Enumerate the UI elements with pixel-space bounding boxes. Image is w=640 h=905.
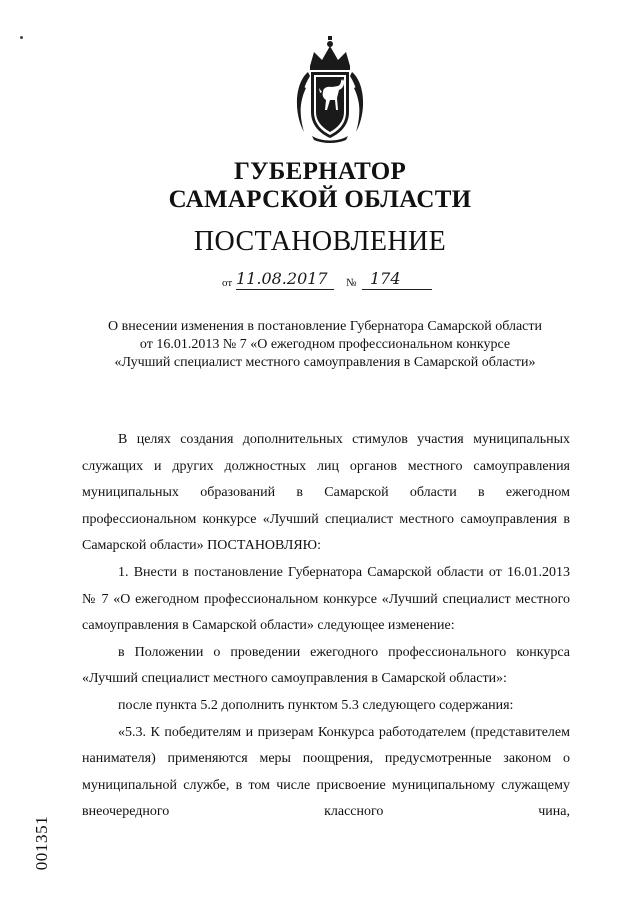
number-label: № <box>346 277 357 289</box>
document-serial-stamp <box>30 798 54 888</box>
document-body <box>82 427 570 826</box>
subject-line2: от 16.01.2013 № 7 «О ежегодном профессиональном конкурсе <box>139 337 511 352</box>
issuer-title-line1: ГУБЕРНАТОР <box>233 158 407 185</box>
issuer-title-line2: САМАРСКОЙ ОБЛАСТИ <box>168 186 472 213</box>
body-paragraph-addition: после пункта 5.2 дополнить пунктом 5.3 следующего содержания: <box>118 697 514 713</box>
document-type-title: ПОСТАНОВЛЕНИЕ <box>193 226 447 257</box>
body-paragraph-preamble: В целях создания дополнительных стимулов участия муниципальных служащих и других должностных лиц органов местного самоуправления муниципальных образований в Самарской области в ежегодном профессиональном конкурсе «Лучший специалист местного самоуправления в Самарской области» ПОСТАНОВЛЯЮ: <box>82 432 570 554</box>
date-label: от <box>222 277 233 289</box>
coat-of-arms-emblem <box>292 36 368 144</box>
document-subject <box>60 318 590 372</box>
number-value-handwritten: 174 <box>370 269 401 288</box>
date-value-handwritten: 11.08.2017 <box>236 269 328 288</box>
date-underline <box>236 289 334 290</box>
body-paragraph-item-1: 1. Внести в постановление Губернатора Самарской области от 16.01.2013 № 7 «О ежегодном профессиональном конкурсе «Лучший специалист местного самоуправления в Самарской области» следующее изменение: <box>82 564 570 634</box>
date-number-line <box>222 270 442 292</box>
subject-line3: «Лучший специалист местного самоуправления в Самарской области» <box>114 355 536 370</box>
scan-speck <box>20 36 23 39</box>
subject-line1: О внесении изменения в постановление Губернатора Самарской области <box>107 319 542 334</box>
body-paragraph-5-3: «5.3. К победителям и призерам Конкурса работодателем (представителем нанимателя) применяются меры поощрения, предусмотренные законом о муниципальной службе, в том числе присвоение муниципальному служащему внеочередного классного чина, <box>82 724 570 820</box>
body-paragraph-regulation: в Положении о проведении ежегодного профессионального конкурса «Лучший специалист местного самоуправления в Самарской области»: <box>82 644 570 687</box>
number-underline <box>362 289 432 290</box>
serial-number: 001351 <box>32 815 51 871</box>
